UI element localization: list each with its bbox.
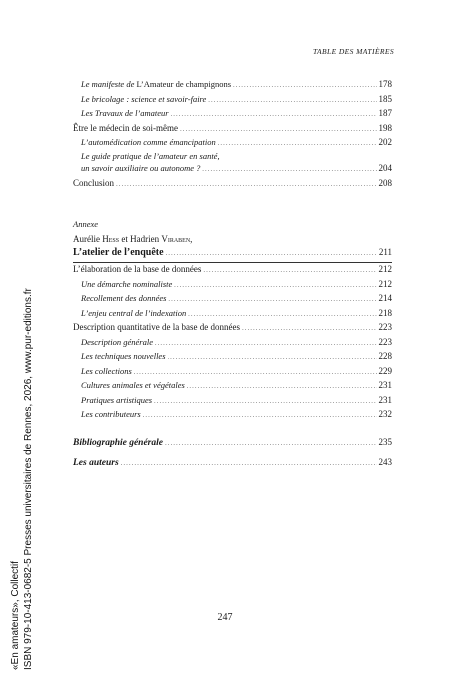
leader-dots: [154, 395, 376, 409]
toc-entry-page: 204: [378, 163, 392, 173]
toc-entry-title: Les collections: [81, 365, 132, 376]
toc-entry-page: 212: [378, 264, 392, 274]
toc-entry-page: 208: [378, 177, 392, 188]
toc-entry-page: 243: [378, 457, 392, 467]
toc-entry-title: Description quantitative de la base de données: [73, 322, 240, 332]
toc-entry-page: 187: [378, 108, 392, 118]
leader-dots: [116, 178, 376, 192]
toc-entry-page: 218: [378, 307, 392, 318]
table-of-contents: [73, 78, 392, 471]
leader-dots: [121, 457, 377, 471]
toc-entry[interactable]: [73, 379, 392, 394]
toc-entry-page: 231: [378, 380, 392, 390]
toc-entry[interactable]: [73, 365, 392, 380]
toc-entry-bibliography[interactable]: [73, 436, 392, 451]
leader-dots: [187, 380, 377, 394]
toc-entry-page: 232: [378, 409, 392, 419]
toc-entry-annexe-title[interactable]: [73, 246, 392, 261]
running-head: TABLE DES MATIÈRES: [313, 47, 394, 56]
toc-entry[interactable]: [73, 107, 392, 122]
toc-entry-title: Le bricolage : science et savoir-faire: [81, 93, 207, 104]
toc-entry-page: 178: [378, 79, 392, 89]
toc-entry[interactable]: [73, 408, 392, 423]
leader-dots: [134, 366, 377, 380]
toc-entry-authors[interactable]: [73, 456, 392, 471]
toc-entry-page: 231: [378, 394, 392, 405]
toc-entry-title: L’enjeu central de l’indexation: [81, 307, 187, 318]
toc-entry-title: Le manifeste de L’Amateur de champignons: [81, 79, 232, 89]
toc-entry-page: 198: [378, 122, 392, 133]
side-note-line1: «En amateurs», Collectif: [10, 561, 21, 670]
toc-entry-page: 214: [378, 293, 392, 303]
toc-entry-page: 228: [378, 351, 392, 361]
toc-entry-title: Les contributeurs: [81, 409, 141, 419]
toc-entry-page: 202: [378, 137, 392, 147]
toc-entry-conclusion[interactable]: [73, 177, 392, 192]
leader-dots: [143, 409, 377, 423]
toc-entry-title: un savoir auxiliaire ou autonome ?: [81, 163, 201, 173]
toc-entry[interactable]: [73, 278, 392, 293]
toc-entry-title: Recollement des données: [81, 293, 167, 303]
side-copyright-note: [10, 288, 56, 670]
toc-entry-page: 235: [378, 436, 392, 447]
leader-dots: [166, 247, 377, 261]
toc-entry[interactable]: [73, 122, 392, 137]
toc-entry-title: Pratiques artistiques: [81, 394, 153, 405]
leader-dots: [218, 137, 377, 151]
leader-dots: [188, 308, 376, 322]
leader-dots: [233, 79, 376, 93]
toc-entry-title: Une démarche nominaliste: [81, 278, 173, 289]
leader-dots: [203, 264, 376, 278]
toc-entry[interactable]: [73, 307, 392, 322]
toc-entry-title: Cultures animales et végétales: [81, 380, 185, 390]
toc-entry[interactable]: [73, 292, 392, 307]
toc-entry-title: Les Travaux de l’amateur: [81, 108, 169, 118]
leader-dots: [171, 108, 377, 122]
toc-entry-title: Conclusion: [73, 177, 115, 188]
toc-entry[interactable]: [73, 350, 392, 365]
annexe-label: Annexe: [73, 219, 99, 229]
page-number: 247: [217, 612, 233, 623]
toc-entry-title: Les techniques nouvelles: [81, 351, 166, 361]
toc-entry-title: L’automédication comme émancipation: [81, 137, 216, 147]
leader-dots: [242, 322, 377, 336]
leader-dots: [180, 123, 377, 137]
leader-dots: [174, 279, 376, 293]
leader-dots: [208, 94, 376, 108]
leader-dots: [168, 351, 377, 365]
toc-entry[interactable]: [73, 136, 392, 151]
leader-dots: [168, 293, 376, 307]
toc-entry[interactable]: [73, 336, 392, 351]
toc-entry-page: 211: [378, 246, 392, 257]
toc-entry-title: L’élaboration de la base de données: [73, 264, 202, 274]
toc-entry-page: 229: [378, 365, 392, 376]
toc-entry[interactable]: [73, 93, 392, 108]
toc-entry-title: Description générale: [81, 336, 153, 347]
toc-entry-title: Bibliographie générale: [73, 437, 163, 448]
toc-entry-title: Les auteurs: [73, 458, 119, 468]
annexe-authors: Aurélie Hess et Hadrien Viraben,: [73, 233, 193, 244]
toc-entry[interactable]: [73, 162, 392, 177]
toc-entry[interactable]: [73, 263, 392, 278]
toc-entry-page: 185: [378, 93, 392, 104]
leader-dots: [155, 337, 377, 351]
toc-entry[interactable]: [73, 394, 392, 409]
toc-entry-page: 212: [378, 278, 392, 289]
toc-entry[interactable]: [73, 78, 392, 93]
toc-entry-title: L’atelier de l’enquête: [73, 246, 164, 258]
toc-entry[interactable]: [73, 321, 392, 336]
leader-dots: [202, 163, 376, 177]
side-note-line2: ISBN 979-10-413-0682-5 Presses universitaires de Rennes, 2026, www.pur-editions.fr: [22, 288, 34, 670]
toc-entry-title: Être le médecin de soi-même: [73, 122, 178, 133]
toc-entry-guide-line1[interactable]: Le guide pratique de l’amateur en santé,: [81, 150, 220, 161]
leader-dots: [165, 437, 377, 451]
toc-entry-page: 223: [378, 322, 392, 332]
toc-entry-page: 223: [378, 336, 392, 347]
